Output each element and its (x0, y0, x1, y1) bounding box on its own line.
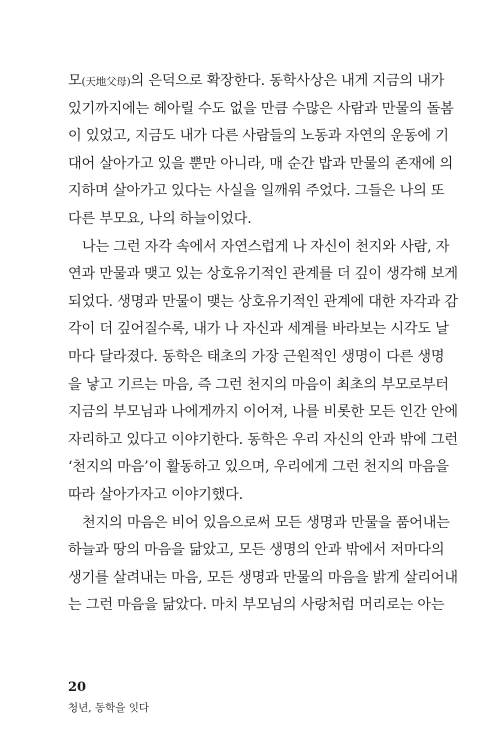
text-line: 다른 부모요, 나의 하늘이었다. (68, 210, 252, 227)
text-fragment: 모 (68, 73, 82, 89)
text-fragment: 의 은덕으로 확장한다. 동학사상은 내게 지금의 내가 (130, 73, 445, 89)
text-line: 대어 살아가고 있을 뿐만 아니라, 매 순간 밥과 만물의 존재에 의 (68, 155, 454, 172)
text-line: 지하며 살아가고 있다는 사실을 일깨워 주었다. 그들은 나의 또 (68, 183, 445, 200)
text-line: 나는 그런 자각 속에서 자연스럽게 나 자신이 천지와 사람, 자 (82, 238, 450, 255)
text-line: 을 낳고 기르는 마음, 즉 그런 천지의 마음이 최초의 부모로부터 (68, 376, 449, 393)
text-line: 는 그런 마음을 닮았다. 마치 부모님의 사랑처럼 머리로는 아는 (68, 597, 445, 614)
text-line: 생기를 살려내는 마음, 모든 생명과 만물의 마음을 밝게 살리어내 (68, 569, 458, 586)
text-line: 마다 달라졌다. 동학은 태초의 가장 근원적인 생명이 다른 생명 (68, 348, 445, 365)
text-line (68, 68, 445, 96)
text-line: 연과 만물과 맺고 있는 상호유기적인 관계를 더 깊이 생각해 보게 (68, 266, 458, 283)
text-line: 하늘과 땅의 마음을 닮았고, 모든 생명의 안과 밖에서 저마다의 (68, 542, 445, 559)
hanja-annotation: (天地父母) (81, 76, 131, 88)
text-line: 각이 더 깊어질수록, 내가 나 자신과 세계를 바라보는 시각도 날 (68, 321, 449, 338)
text-line: 따라 살아가자고 이야기했다. (68, 486, 243, 503)
paragraph-3 (68, 510, 458, 620)
text-line: 이 있었고, 지금도 내가 다른 사람들의 노동과 자연의 운동에 기 (68, 128, 449, 145)
running-title: 청년, 동학을 잇다 (68, 702, 150, 714)
text-line: 자리하고 있다고 이야기한다. 동학은 우리 자신의 안과 밖에 그런 (68, 431, 458, 448)
text-line: 지금의 부모님과 나에게까지 이어져, 나를 비롯한 모든 인간 안에 (68, 404, 458, 421)
page-number: 20 (68, 680, 87, 695)
body-text (68, 68, 458, 620)
text-line: 있기까지에는 헤아릴 수도 없을 만큼 수많은 사람과 만물의 돌봄 (68, 100, 454, 117)
text-line: 되었다. 생명과 만물이 맺는 상호유기적인 관계에 대한 자각과 감 (68, 293, 458, 310)
text-line: ‘천지의 마음’이 활동하고 있으며, 우리에게 그런 천지의 마음을 (68, 459, 449, 476)
paragraph-1 (68, 68, 454, 234)
text-line: 천지의 마음은 비어 있음으로써 모든 생명과 만물을 품어내는 (82, 514, 450, 531)
paragraph-2 (68, 234, 458, 510)
